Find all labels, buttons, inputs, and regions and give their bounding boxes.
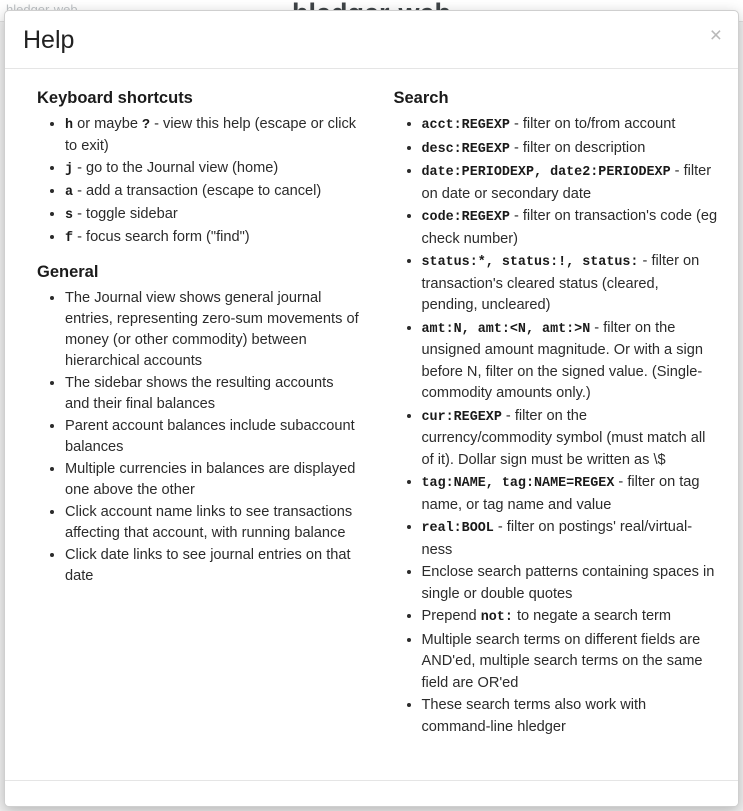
search-term-code: amt:N, amt:<N, amt:>N <box>421 321 591 337</box>
list-item: • Multiple currencies in balances are displayed one above the other <box>65 459 362 501</box>
search-term-code: cur:REGEXP <box>421 409 502 425</box>
list-item: • The sidebar shows the resulting accounts and their final balances <box>65 373 362 415</box>
search-term-text: - filter on the unsigned amount magnitude. Or with a sign before N, filter on the signed value. (Single-commodity amounts only.) <box>421 319 703 401</box>
list-item: • s - toggle sidebar <box>65 204 362 226</box>
search-term-text: - filter on postings' real/virtual-ness <box>421 519 693 558</box>
search-term-text: - filter on transaction's code (eg check number) <box>421 208 718 247</box>
keyboard-shortcuts-list <box>25 114 362 249</box>
list-item <box>422 161 719 205</box>
close-icon[interactable]: × <box>709 24 722 47</box>
list-item: • Multiple search terms on different fields are AND'ed, multiple search terms on the same field are OR'ed <box>422 630 719 695</box>
search-term-code: desc:REGEXP <box>421 141 510 157</box>
list-item: • Click account name links to see transactions affecting that account, with running balance <box>65 502 362 544</box>
search-term-text: - filter on description <box>509 139 646 156</box>
list-item: • The Journal view shows general journal entries, representing zero-sum movements of money (or other commodity) between hierarchical accounts <box>65 288 362 372</box>
list-item: • Enclose search patterns containing spaces in single or double quotes <box>422 562 719 605</box>
shortcut-key: f <box>65 231 74 246</box>
modal-body <box>5 69 738 754</box>
list-item: • a - add a transaction (escape to cancel) <box>65 181 362 203</box>
list-item: • Parent account balances include subaccount balances <box>65 416 362 458</box>
general-heading: General <box>37 263 99 281</box>
search-term-text: - filter on date or secondary date <box>421 163 712 202</box>
modal-header <box>5 11 738 69</box>
list-item: • These search terms also work with command-line hledger <box>422 695 719 738</box>
list-item <box>422 206 719 250</box>
search-term-text: - filter on to/from account <box>509 116 676 132</box>
help-modal <box>4 10 739 807</box>
list-item: • j - go to the Journal view (home) <box>65 158 362 180</box>
keyboard-shortcuts-heading: Keyboard shortcuts <box>37 89 193 107</box>
search-term-code: tag:NAME, tag:NAME=REGEX <box>421 476 615 491</box>
shortcut-key: a <box>65 185 74 200</box>
shortcut-key: s <box>65 208 74 223</box>
shortcut-key: h <box>65 118 74 133</box>
list-item <box>422 406 719 472</box>
search-terms-list <box>382 114 719 738</box>
search-heading: Search <box>393 89 449 107</box>
list-item <box>422 517 719 561</box>
list-item <box>422 114 719 137</box>
list-item <box>422 251 719 317</box>
help-right-column <box>372 83 729 744</box>
search-term-code: code:REGEXP <box>421 210 510 225</box>
list-item: • h or maybe ? - view this help (escape or click to exit) <box>65 114 362 157</box>
list-item <box>422 318 719 405</box>
list-item <box>422 472 719 516</box>
shortcut-key: j <box>65 162 74 177</box>
search-term-code: acct:REGEXP <box>421 118 510 133</box>
search-term-code: status:*, status:!, status: <box>421 255 639 270</box>
list-item: • Prepend not: to negate a search term <box>422 606 719 629</box>
list-item: • Click date links to see journal entries on that date <box>65 545 362 587</box>
search-term-code: date:PERIODEXP, date2:PERIODEXP <box>421 165 671 180</box>
search-term-code: real:BOOL <box>421 521 494 536</box>
general-list <box>25 288 362 587</box>
list-item: • f - focus search form ("find") <box>65 227 362 249</box>
search-term-text: - filter on the currency/commodity symbol (must match all of it). Dollar sign must be written as \$ <box>421 407 706 468</box>
help-left-column <box>15 83 372 593</box>
modal-footer <box>5 780 738 806</box>
search-term-text: - filter on transaction's cleared status (cleared, pending, uncleared) <box>421 253 700 313</box>
modal-title: Help <box>23 26 75 54</box>
search-term-code: not: <box>480 610 513 625</box>
list-item <box>422 138 719 161</box>
search-term-text: - filter on tag name, or tag name and value <box>421 474 700 513</box>
shortcut-key: ? <box>142 118 151 133</box>
